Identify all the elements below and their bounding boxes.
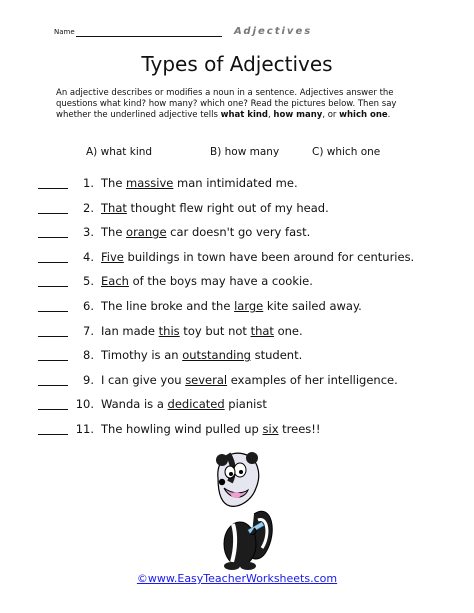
page-title: Types of Adjectives: [141, 52, 333, 76]
underlined-adjective: Each: [101, 274, 129, 289]
question-row: [38, 324, 458, 342]
question-row: [38, 422, 458, 440]
underlined-adjective: several: [185, 372, 228, 387]
intro-bold-how-many: how many: [273, 110, 323, 120]
question-pre: Timothy is an: [101, 348, 183, 363]
skunk-pupil-right: [239, 470, 243, 474]
question-text: [101, 299, 362, 313]
underlined-adjective: this: [158, 323, 180, 338]
question-pre: I can give you: [101, 372, 186, 387]
choice-a: A) what kind: [86, 146, 153, 158]
skunk-foot-right: [240, 562, 256, 570]
question-post: trees!!: [278, 422, 321, 436]
question-row: [38, 250, 458, 268]
underlined-adjective: Five: [101, 249, 124, 264]
underlined-adjective: outstanding: [182, 348, 251, 363]
question-text: [101, 176, 298, 190]
choice-c: C) which one: [312, 146, 381, 158]
question-text: [101, 348, 302, 362]
intro-end: .: [387, 110, 391, 120]
question-post: kite sailed away.: [263, 299, 362, 313]
underlined-adjective: dedicated: [167, 397, 225, 412]
question-number: 11.: [75, 422, 94, 436]
name-label: Name: [54, 28, 75, 36]
answer-blank[interactable]: [38, 409, 68, 410]
question-text: [101, 397, 267, 411]
question-post: of the boys may have a cookie.: [128, 274, 313, 289]
question-pre: Wanda is a: [101, 397, 168, 412]
underlined-adjective: six: [262, 422, 279, 436]
question-pre: The: [101, 176, 127, 190]
question-text: [101, 422, 321, 436]
question-post: student.: [250, 348, 303, 363]
question-post: car doesn't go very fast.: [166, 225, 311, 240]
skunk-pupil-left: [229, 472, 233, 476]
choice-b: B) how many: [210, 146, 280, 158]
question-number: 7.: [83, 323, 94, 338]
question-text: [101, 373, 398, 387]
question-number: 1.: [83, 176, 94, 190]
question-post: man intimidated me.: [173, 176, 298, 190]
header: [54, 26, 424, 40]
question-text: [101, 225, 310, 239]
question-row: [38, 348, 458, 366]
underlined-adjective: massive: [126, 176, 174, 190]
answer-blank[interactable]: [38, 434, 68, 435]
question-pre: The line broke and the: [101, 299, 235, 313]
underlined-adjective-2: that: [250, 323, 274, 338]
skunk-illustration: [200, 448, 280, 572]
intro-paragraph: [56, 88, 416, 121]
question-number: 6.: [83, 299, 94, 313]
answer-blank[interactable]: [38, 213, 68, 214]
skunk-tongue: [231, 492, 241, 498]
question-row: [38, 397, 458, 415]
question-row: [38, 274, 458, 292]
question-number: 9.: [83, 372, 94, 387]
answer-blank[interactable]: [38, 385, 68, 386]
answer-blank[interactable]: [38, 286, 68, 287]
intro-text: An adjective describes or modifies a noun in a sentence. Adjectives answer the questions what kind? how many? which one? Read the pictures below. Then say whether the underlined adjective tells: [56, 88, 397, 120]
answer-blank[interactable]: [38, 360, 68, 361]
footer-website-link[interactable]: ©www.EasyTeacherWorksheets.com: [136, 572, 338, 585]
question-post: buildings in town have been around for centuries.: [123, 249, 415, 264]
skunk-ear-left: [216, 454, 228, 466]
question-number: 5.: [83, 274, 94, 289]
question-post: pianist: [224, 397, 267, 412]
underlined-adjective: large: [234, 299, 264, 313]
underlined-adjective: That: [101, 200, 127, 215]
question-number: 2.: [83, 200, 94, 215]
question-text: [101, 250, 414, 264]
intro-sep-1: ,: [268, 110, 274, 120]
question-pre: The: [101, 225, 127, 240]
question-number: 3.: [83, 225, 94, 240]
question-number: 4.: [83, 249, 94, 264]
question-number: 10.: [75, 397, 94, 412]
topic-label: Adjectives: [234, 26, 313, 37]
question-text: [101, 201, 329, 215]
skunk-nose: [219, 479, 225, 485]
question-pre: Ian made: [101, 323, 159, 338]
skunk-ear-right: [246, 452, 258, 464]
skunk-eye-right: [234, 463, 246, 477]
footer: [0, 572, 474, 585]
name-blank-line[interactable]: [76, 36, 222, 37]
question-row: [38, 299, 458, 317]
question-post: thought flew right out of my head.: [126, 200, 329, 215]
intro-bold-what-kind: what kind: [220, 110, 269, 120]
question-row: [38, 373, 458, 391]
skunk-foot-left: [224, 562, 240, 570]
answer-blank[interactable]: [38, 262, 68, 263]
question-text: [101, 274, 313, 288]
question-post: one.: [273, 323, 303, 338]
question-number: 8.: [83, 348, 94, 363]
intro-bold-which-one: which one: [339, 110, 388, 120]
question-pre: The howling wind pulled up: [101, 422, 263, 436]
question-mid: toy but not: [179, 323, 251, 338]
question-row: [38, 201, 458, 219]
question-row: [38, 225, 458, 243]
intro-sep-2: , or: [322, 110, 340, 120]
skunk-eye-left: [225, 466, 235, 478]
question-row: [38, 176, 458, 194]
answer-blank[interactable]: [38, 336, 68, 337]
answer-blank[interactable]: [38, 237, 68, 238]
underlined-adjective: orange: [126, 225, 167, 240]
question-text: [101, 324, 303, 338]
answer-blank[interactable]: [38, 188, 68, 189]
question-post: examples of her intelligence.: [227, 372, 398, 387]
answer-blank[interactable]: [38, 311, 68, 312]
